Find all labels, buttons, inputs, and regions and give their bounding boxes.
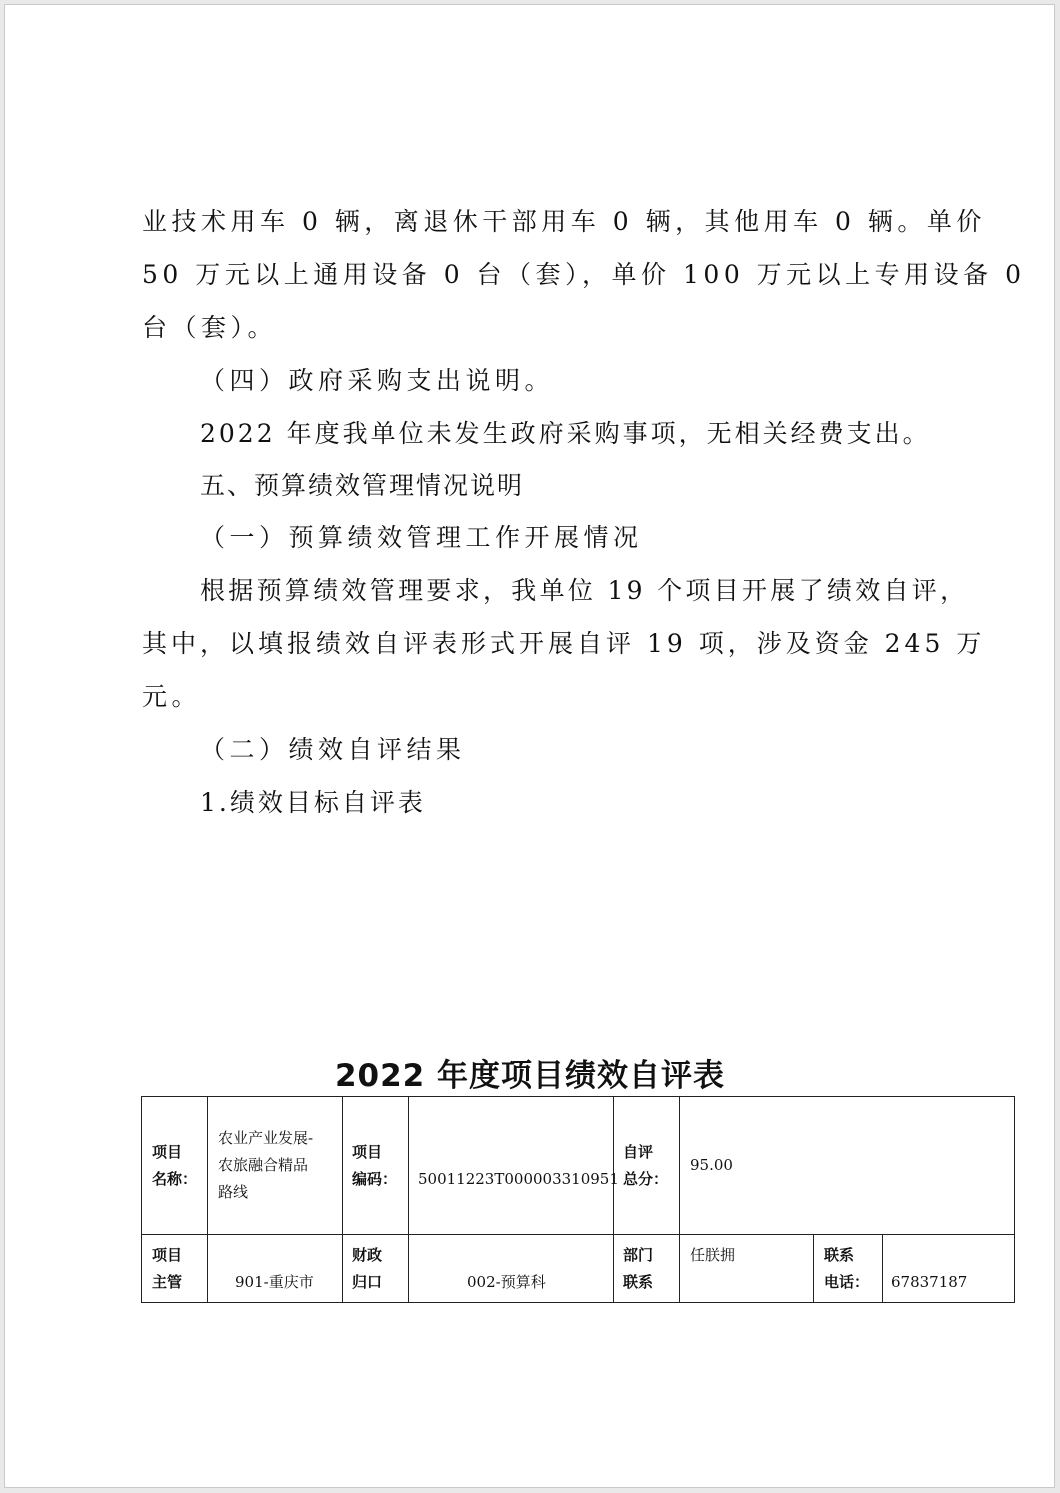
project-name-label: 项目 名称：	[152, 1143, 198, 1188]
sub-1-line: 根据预算绩效管理要求，我单位 19 个项目开展了绩效自评，	[200, 576, 969, 605]
chapter-5-heading: 五、预算绩效管理情况说明	[200, 471, 525, 500]
dept-value: 901-重庆市	[235, 1273, 314, 1291]
score-value: 95.00	[690, 1156, 733, 1174]
sub-1-line: 其中，以填报绩效自评表形式开展自评 19 项，涉及资金 245 万	[142, 629, 986, 658]
score-label: 自评 总分：	[623, 1143, 669, 1188]
project-code-value: 50011223T000003310951	[418, 1170, 619, 1188]
finance-value: 002-预算科	[467, 1273, 546, 1291]
sub-2-heading: （二）绩效自评结果	[200, 735, 466, 764]
sub-1-heading: （一）预算绩效管理工作开展情况	[200, 523, 643, 552]
dept-label: 项目 主管	[152, 1246, 183, 1291]
body-line: 50 万元以上通用设备 0 台（套），单价 100 万元以上专用设备 0	[142, 260, 1026, 289]
table-title: 2022 年度项目绩效自评表	[334, 1058, 726, 1094]
contact-label: 部门 联系	[623, 1246, 654, 1291]
project-name-value: 农业产业发展- 农旅融合精品 路线	[218, 1129, 314, 1201]
section-4-heading: （四）政府采购支出说明。	[200, 366, 555, 395]
sub-1-line: 元。	[142, 682, 202, 711]
item-1-heading: 1.绩效目标自评表	[200, 788, 426, 817]
contact-value: 任朕拥	[690, 1246, 736, 1264]
finance-label: 财政 归口	[352, 1246, 383, 1291]
project-code-label: 项目 编码：	[352, 1143, 398, 1188]
body-line: 业技术用车 0 辆，离退休干部用车 0 辆，其他用车 0 辆。单价	[142, 207, 986, 236]
phone-value: 67837187	[891, 1273, 968, 1291]
section-4-text: 2022 年度我单位未发生政府采购事项，无相关经费支出。	[200, 419, 931, 448]
body-line: 台（套）。	[142, 313, 278, 342]
phone-label: 联系 电话：	[824, 1246, 870, 1291]
performance-table	[141, 1096, 1015, 1303]
